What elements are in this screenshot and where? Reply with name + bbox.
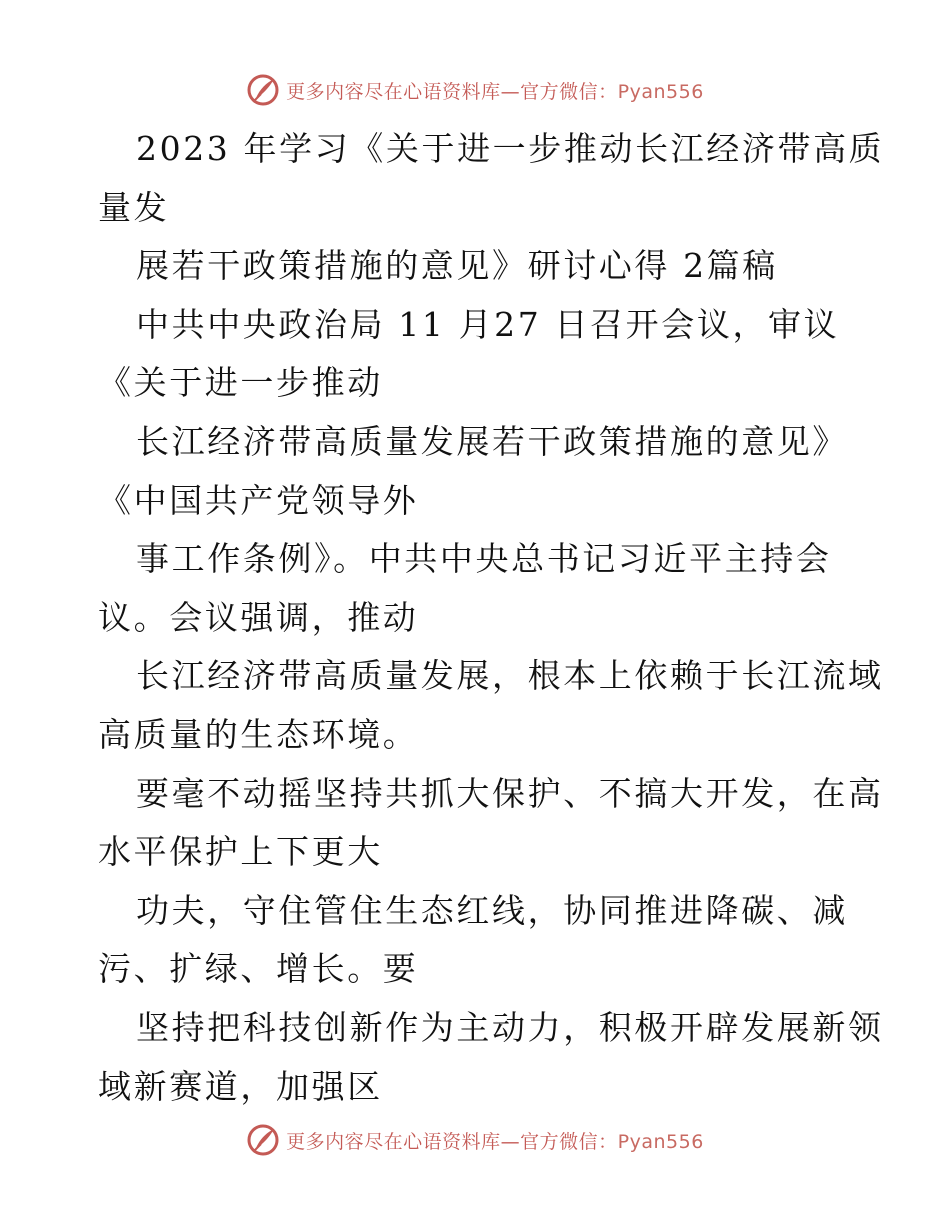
text-line: 《关于进一步推动 bbox=[98, 363, 383, 403]
text-line: 事工作条例》。中共中央总书记习近平主持会 bbox=[136, 539, 832, 579]
text-line: 议。会议强调，推动 bbox=[98, 597, 419, 637]
text-line: 水平保护上下更大 bbox=[98, 832, 383, 872]
text-line: 2023 年学习《关于进一步推动长江经济带高质 bbox=[136, 129, 885, 168]
text-line: 域新赛道，加强区 bbox=[98, 1066, 383, 1106]
text-line: 功夫，守住管住生态红线，协同推进降碳、减 bbox=[136, 890, 848, 930]
text-line: 污、扩绿、增长。要 bbox=[98, 949, 419, 989]
text-line: 坚持把科技创新作为主动力，积极开辟发展新领 bbox=[136, 1007, 884, 1047]
watermark-text: 更多内容尽在心语资料库—官方微信：Pyan556 bbox=[286, 1130, 704, 1153]
text-line: 中共中央政治局 11 月27 日召开会议，审议 bbox=[136, 304, 840, 344]
text-line: 展若干政策措施的意见》研讨心得 2篇稿 bbox=[136, 246, 778, 286]
text-line: 高质量的生态环境。 bbox=[98, 714, 419, 754]
watermark-text: 更多内容尽在心语资料库—官方微信：Pyan556 bbox=[286, 80, 704, 103]
text-line: 量发 bbox=[98, 187, 170, 227]
watermark-wechat-id: Pyan556 bbox=[617, 80, 704, 103]
footer-watermark bbox=[0, 1120, 950, 1160]
text-line: 长江经济带高质量发展若干政策措施的意见》 bbox=[136, 421, 848, 461]
feather-pen-logo-icon bbox=[246, 73, 280, 107]
text-line: 《中国共产党领导外 bbox=[98, 480, 419, 520]
document-body bbox=[98, 120, 885, 1116]
header-watermark bbox=[0, 70, 950, 110]
feather-pen-logo-icon bbox=[246, 1123, 280, 1157]
watermark-wechat-id: Pyan556 bbox=[617, 1130, 704, 1153]
text-line: 要毫不动摇坚持共抓大保护、不搞大开发，在高 bbox=[136, 773, 884, 813]
text-line: 长江经济带高质量发展，根本上依赖于长江流域 bbox=[136, 656, 884, 696]
